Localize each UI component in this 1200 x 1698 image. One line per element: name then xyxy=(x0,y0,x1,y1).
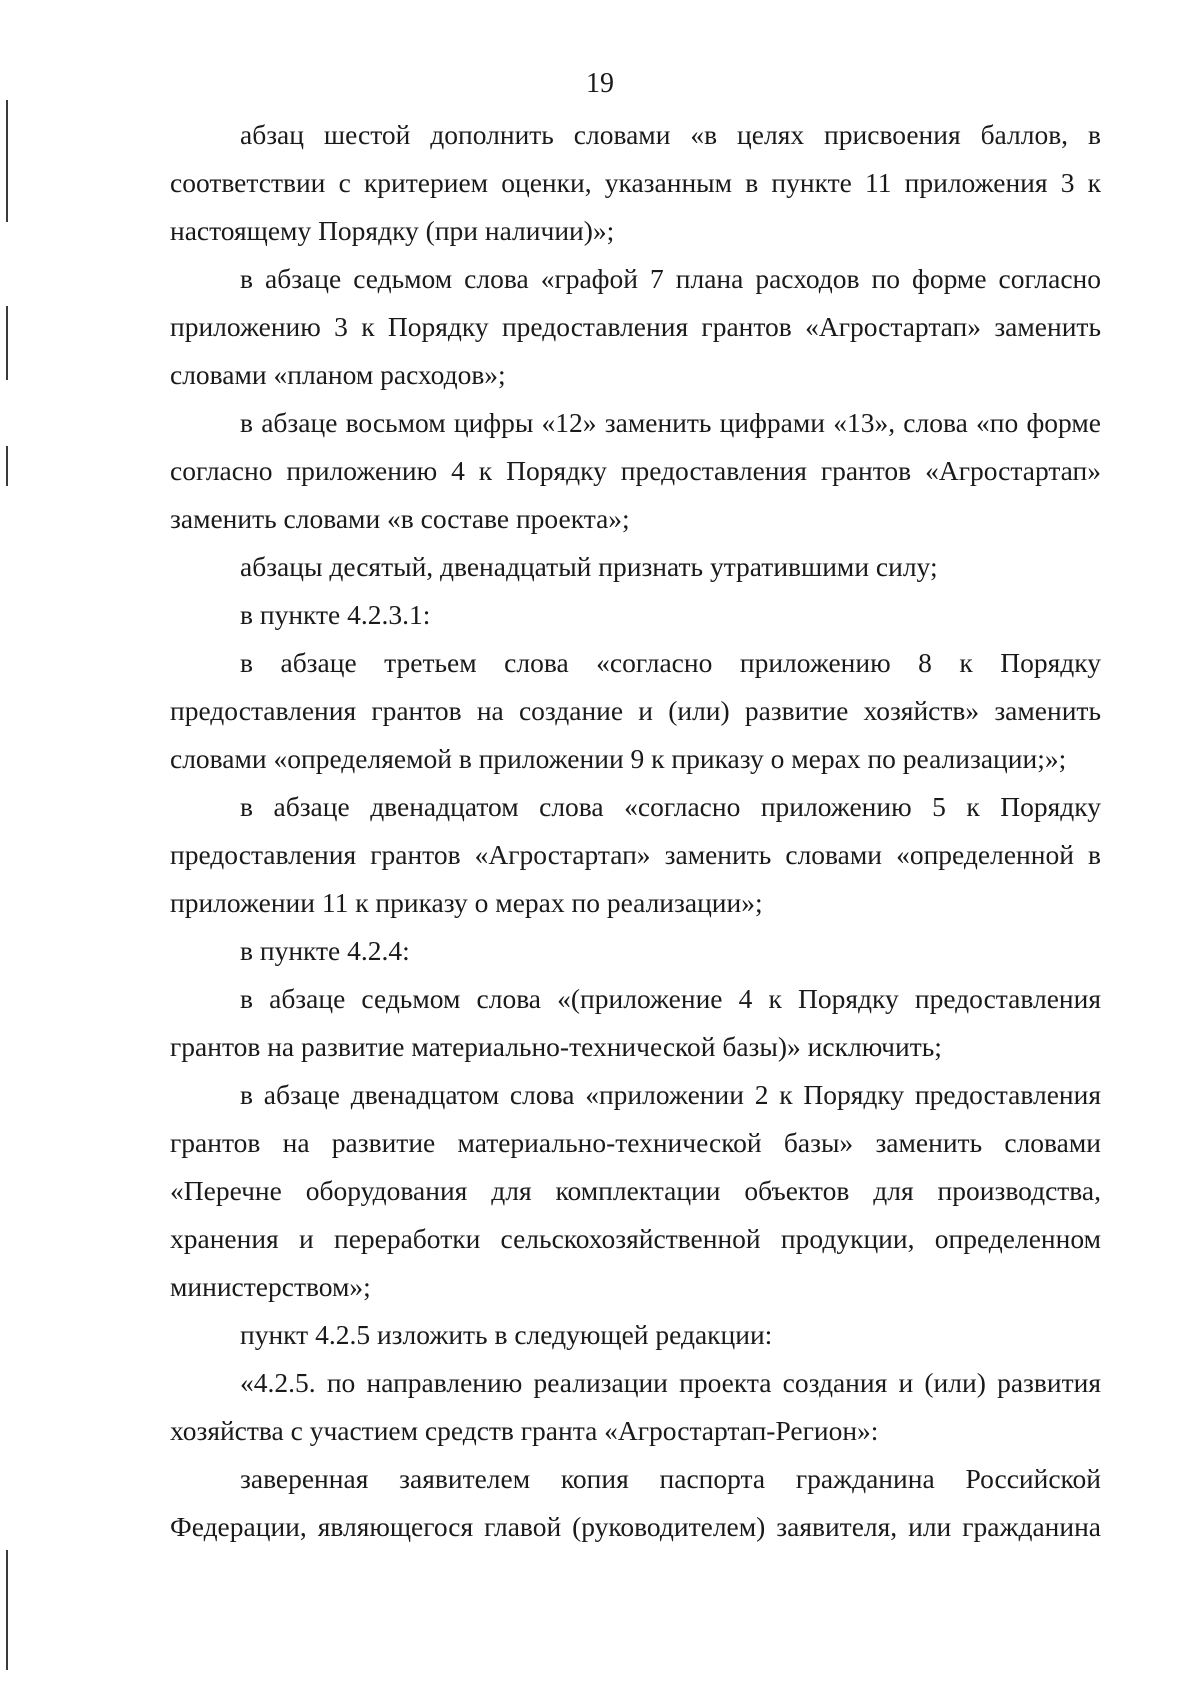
paragraph: в абзаце седьмом слова «графой 7 плана расходов по форме согласно приложению 3 к Порядку предоставления грантов «Агростартап» заменить словами «планом расходов»; xyxy=(170,263,1101,390)
paragraph: в абзаце восьмом цифры «12» заменить цифрами «13», слова «по форме согласно приложению 4 к Порядку предоставления грантов «Агростартап» заменить словами «в составе проекта»; xyxy=(170,407,1101,534)
paragraph: в абзаце двенадцатом слова «приложении 2 к Порядку предоставления грантов на развитие материально-технической базы» заменить словами «Перечне оборудования для комплектации объектов для производства, хранения и переработки сельскохозяйственной продукции, определенном министерством»; xyxy=(170,1079,1101,1302)
paragraph: абзац шестой дополнить словами «в целях присвоения баллов, в соответствии с критерием оценки, указанным в пункте 11 приложения 3 к настоящему Порядку (при наличии)»; xyxy=(170,119,1101,246)
margin-mark xyxy=(6,100,8,222)
paragraph: в абзаце двенадцатом слова «согласно приложению 5 к Порядку предоставления грантов «Агростартап» заменить словами «определенной в приложении 11 к приказу о мерах по реализации»; xyxy=(170,791,1101,918)
page-number: 19 xyxy=(586,68,614,99)
paragraph: пункт 4.2.5 изложить в следующей редакции: xyxy=(240,1319,773,1350)
paragraph: «4.2.5. по направлению реализации проекта создания и (или) развития хозяйства с участием средств гранта «Агростартап-Регион»: xyxy=(170,1367,1101,1446)
paragraph: абзацы десятый, двенадцатый признать утратившими силу; xyxy=(240,551,938,582)
paragraph: в пункте 4.2.3.1: xyxy=(240,599,431,630)
margin-mark xyxy=(6,306,8,380)
margin-mark xyxy=(6,446,8,486)
paragraph: в абзаце седьмом слова «(приложение 4 к Порядку предоставления грантов на развитие материально-технической базы)» исключить; xyxy=(170,983,1101,1062)
paragraph: заверенная заявителем копия паспорта гражданина Российской Федерации, являющегося главой (руководителем) заявителя, или гражданина xyxy=(170,1463,1101,1542)
margin-mark xyxy=(6,1550,8,1670)
document-body xyxy=(170,111,1101,1551)
paragraph: в абзаце третьем слова «согласно приложению 8 к Порядку предоставления грантов на создание и (или) развитие хозяйств» заменить словами «определяемой в приложении 9 к приказу о мерах по реализации;»; xyxy=(170,647,1101,774)
paragraph: в пункте 4.2.4: xyxy=(240,935,410,966)
